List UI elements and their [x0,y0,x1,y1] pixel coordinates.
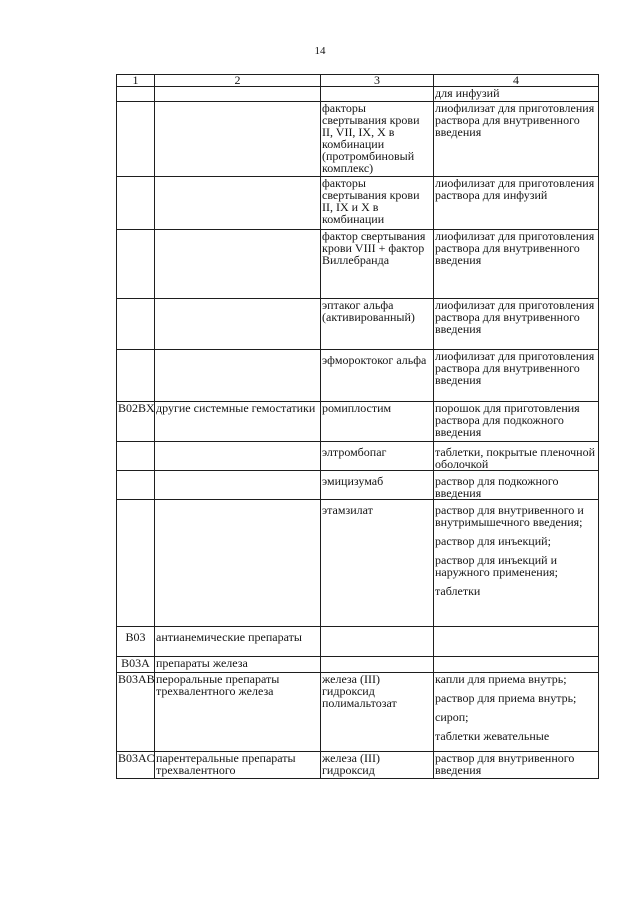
header-row [117,75,599,87]
atc-code-cell: B03AC [117,752,155,779]
dosage-form: раствор для приема внутрь; [435,691,577,705]
drug-name-cell [321,657,434,673]
atc-code-cell [117,471,155,500]
dosage-form-cell [434,500,599,627]
atc-code-cell: B02BX [117,402,155,442]
dosage-form-cell [434,627,599,657]
table-row [117,87,599,102]
dosage-form: раствор для внутривенного введения [435,751,575,777]
drug-name-cell: эптаког альфа (активированный) [321,299,434,350]
drug-name-cell: факторы свертывания крови II, IX и X в комбинации [321,177,434,230]
dosage-form-cell [434,657,599,673]
column-header: 1 [117,75,155,87]
drug-name-cell: фактор свертывания крови VIII + фактор Виллебранда [321,230,434,299]
dosage-form: порошок для приготовления раствора для подкожного введения [435,401,580,439]
table-row [117,471,599,500]
dosage-form-cell [434,471,599,500]
table-row [117,350,599,402]
atc-code-cell [117,177,155,230]
atc-code-cell [117,87,155,102]
drug-table [116,74,599,779]
table-row [117,102,599,177]
table-row [117,177,599,230]
group-cell: препараты железа [155,657,321,673]
drug-name-cell: факторы свертывания крови II, VII, IX, X в комбинации (протромбиновый комплекс) [321,102,434,177]
group-cell [155,471,321,500]
dosage-form-cell [434,102,599,177]
atc-code-cell [117,627,155,657]
group-cell [155,442,321,471]
atc-code-cell [117,500,155,627]
column-header: 4 [434,75,599,87]
dosage-form: раствор для инъекций; [435,534,551,548]
dosage-form-cell [434,350,599,402]
dosage-form: таблетки [435,584,481,598]
table-row [117,500,599,627]
group-cell: другие системные гемостатики [155,402,321,442]
column-header: 2 [155,75,321,87]
drug-name: элтромбопаг [322,445,387,459]
group-cell [155,350,321,402]
table-row [117,402,599,442]
group-cell [155,102,321,177]
atc-code-cell [117,442,155,471]
table-row [117,627,599,657]
table-row [117,230,599,299]
group-cell [155,627,321,657]
dosage-form: раствор для внутривенного и внутримышечного введения; [435,503,584,529]
drug-name-cell [321,350,434,402]
group-cell [155,500,321,627]
drug-name-cell [321,442,434,471]
dosage-form: таблетки, покрытые пленочной оболочкой [435,445,596,471]
atc-code-cell [117,299,155,350]
group-cell: парентеральные препараты трехвалентного [155,752,321,779]
group-cell [155,299,321,350]
drug-name-cell: ромиплостим [321,402,434,442]
dosage-form-cell [434,673,599,752]
dosage-form: раствор для инъекций и наружного применения; [435,553,558,579]
group-cell: пероральные препараты трехвалентного железа [155,673,321,752]
dosage-form: лиофилизат для приготовления раствора для внутривенного введения [435,298,595,336]
dosage-form: капли для приема внутрь; [435,672,567,686]
atc-code-cell [117,230,155,299]
atc-code-cell [117,350,155,402]
table-row [117,442,599,471]
group-cell [155,87,321,102]
atc-code-cell: B03A [117,657,155,673]
dosage-form: для инфузий [435,86,500,100]
table-row [117,299,599,350]
dosage-form-cell [434,442,599,471]
dosage-form: лиофилизат для приготовления раствора для внутривенного введения [435,349,595,387]
table-row [117,657,599,673]
dosage-form: лиофилизат для приготовления раствора для инфузий [435,176,595,202]
dosage-form-cell [434,402,599,442]
dosage-form: сироп; [435,710,469,724]
group-cell [155,230,321,299]
atc-code-cell: B03AB [117,673,155,752]
drug-name-cell [321,471,434,500]
drug-name-cell [321,500,434,627]
drug-name: эмицизумаб [322,474,384,488]
atc-code-cell [117,102,155,177]
drug-name-cell: железа (III) гидроксид полимальтозат [321,673,434,752]
drug-name-cell: железа (III) гидроксид [321,752,434,779]
dosage-form-cell [434,87,599,102]
page-number: 14 [314,45,326,57]
column-header: 3 [321,75,434,87]
dosage-form: раствор для подкожного введения [435,474,559,500]
drug-name: эфмороктоког альфа [322,353,427,367]
drug-name-cell [321,627,434,657]
drug-name-cell [321,87,434,102]
dosage-form-cell [434,230,599,299]
group-name: антианемические препараты [156,630,302,644]
table-row [117,673,599,752]
dosage-form: таблетки жевательные [435,729,550,743]
dosage-form: лиофилизат для приготовления раствора для внутривенного введения [435,229,595,267]
atc-code: B03 [125,630,146,644]
group-cell [155,177,321,230]
dosage-form-cell [434,299,599,350]
table-row [117,752,599,779]
dosage-form: лиофилизат для приготовления раствора для внутривенного введения [435,101,595,139]
dosage-form-cell [434,752,599,779]
drug-name: этамзилат [322,503,373,517]
dosage-form-cell [434,177,599,230]
